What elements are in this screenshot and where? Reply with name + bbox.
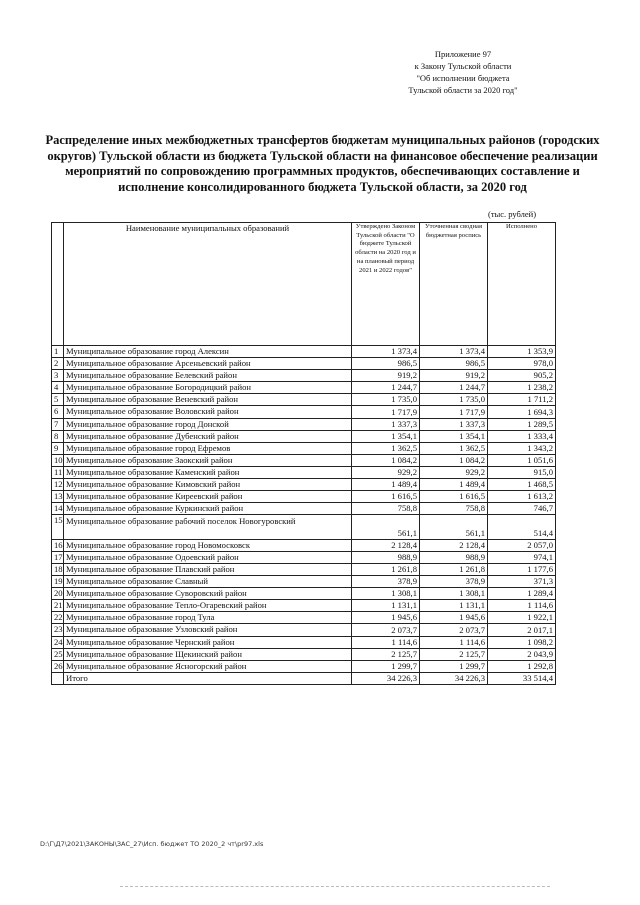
cell-revised: 1 616,5 bbox=[420, 491, 488, 503]
cell-num: 4 bbox=[52, 382, 64, 394]
cell-revised: 561,1 bbox=[420, 515, 488, 540]
cell-executed: 915,0 bbox=[488, 466, 556, 478]
table-total-row bbox=[52, 672, 556, 684]
cell-executed: 1 114,6 bbox=[488, 600, 556, 612]
cell-approved: 378,9 bbox=[352, 576, 420, 588]
cell-executed: 1 333,4 bbox=[488, 430, 556, 442]
transfers-table bbox=[51, 222, 556, 685]
cell-num: 1 bbox=[52, 346, 64, 358]
appendix-line: к Закону Тульской области bbox=[414, 61, 512, 71]
header-num bbox=[52, 223, 64, 346]
cell-name: Муниципальное образование Щекинский район bbox=[64, 648, 352, 660]
cell-name: Муниципальное образование Богородицкий район bbox=[64, 382, 352, 394]
appendix-block bbox=[378, 48, 548, 96]
cell-approved: 1 308,1 bbox=[352, 588, 420, 600]
cell-name: Муниципальное образование Дубенский район bbox=[64, 430, 352, 442]
cell-name: Муниципальное образование город Ефремов bbox=[64, 442, 352, 454]
cell-name: Муниципальное образование город Донской bbox=[64, 418, 352, 430]
appendix-line: "Об исполнении бюджета bbox=[416, 73, 510, 83]
cell-executed: 2 057,0 bbox=[488, 539, 556, 551]
table-row bbox=[52, 454, 556, 466]
cell-approved: 2 073,7 bbox=[352, 624, 420, 636]
cell-revised: 1 735,0 bbox=[420, 394, 488, 406]
table-row bbox=[52, 406, 556, 418]
cell-revised: 1 308,1 bbox=[420, 588, 488, 600]
cell-executed: 1 711,2 bbox=[488, 394, 556, 406]
table-row bbox=[52, 600, 556, 612]
cell-executed: 1 177,6 bbox=[488, 564, 556, 576]
cell-approved: 1 489,4 bbox=[352, 479, 420, 491]
cell-approved: 1 945,6 bbox=[352, 612, 420, 624]
cell-approved: 1 616,5 bbox=[352, 491, 420, 503]
table-row bbox=[52, 612, 556, 624]
cell-executed: 1 238,2 bbox=[488, 382, 556, 394]
cell-num: 13 bbox=[52, 491, 64, 503]
cell-revised: 1 337,3 bbox=[420, 418, 488, 430]
cell-name: Муниципальное образование Ясногорский район bbox=[64, 660, 352, 672]
cell-num: 6 bbox=[52, 406, 64, 418]
cell-approved: 988,9 bbox=[352, 551, 420, 563]
cell-revised: 919,2 bbox=[420, 370, 488, 382]
cell-executed: 1 292,8 bbox=[488, 660, 556, 672]
table-row bbox=[52, 394, 556, 406]
file-path-footer: D:\Г\Д7\2021\ЗАКОНЫ\ЗАС_27\Исп. бюджет ТО 2020_2 чт\pr97.xls bbox=[40, 840, 264, 848]
cell-name: Муниципальное образование Куркинский район bbox=[64, 503, 352, 515]
cell-revised: 34 226,3 bbox=[420, 672, 488, 684]
header-revised: Уточненная сводная бюджетная роспись bbox=[420, 223, 488, 346]
cell-approved: 1 373,4 bbox=[352, 346, 420, 358]
cell-revised: 986,5 bbox=[420, 358, 488, 370]
cell-num bbox=[52, 672, 64, 684]
cell-revised: 378,9 bbox=[420, 576, 488, 588]
cell-revised: 1 244,7 bbox=[420, 382, 488, 394]
cell-num: 23 bbox=[52, 624, 64, 636]
cell-name: Муниципальное образование Чернский район bbox=[64, 636, 352, 648]
cell-approved: 34 226,3 bbox=[352, 672, 420, 684]
table-row bbox=[52, 539, 556, 551]
cell-executed: 1 613,2 bbox=[488, 491, 556, 503]
cell-revised: 1 261,8 bbox=[420, 564, 488, 576]
cell-num: 12 bbox=[52, 479, 64, 491]
cell-num: 16 bbox=[52, 539, 64, 551]
table-row bbox=[52, 515, 556, 540]
cell-revised: 1 131,1 bbox=[420, 600, 488, 612]
table-header-row bbox=[52, 223, 556, 346]
cell-name: Муниципальное образование город Тула bbox=[64, 612, 352, 624]
table-row bbox=[52, 491, 556, 503]
cell-executed: 746,7 bbox=[488, 503, 556, 515]
cell-executed: 33 514,4 bbox=[488, 672, 556, 684]
table-row bbox=[52, 442, 556, 454]
cell-approved: 2 128,4 bbox=[352, 539, 420, 551]
cell-approved: 1 131,1 bbox=[352, 600, 420, 612]
cell-executed: 2 017,1 bbox=[488, 624, 556, 636]
cell-revised: 1 114,6 bbox=[420, 636, 488, 648]
table-body bbox=[52, 346, 556, 685]
table-row bbox=[52, 358, 556, 370]
cell-name: Муниципальное образование Воловский район bbox=[64, 406, 352, 418]
cell-num: 14 bbox=[52, 503, 64, 515]
table-row bbox=[52, 576, 556, 588]
cell-name: Муниципальное образование Славный bbox=[64, 576, 352, 588]
cell-revised: 1 373,4 bbox=[420, 346, 488, 358]
cell-name: Муниципальное образование Киреевский район bbox=[64, 491, 352, 503]
header-name: Наименование муниципальных образований bbox=[64, 223, 352, 346]
table-row bbox=[52, 648, 556, 660]
cell-num: 5 bbox=[52, 394, 64, 406]
cell-num: 8 bbox=[52, 430, 64, 442]
header-executed: Исполнено bbox=[488, 223, 556, 346]
cell-approved: 1 337,3 bbox=[352, 418, 420, 430]
divider bbox=[120, 886, 550, 887]
table-row bbox=[52, 370, 556, 382]
cell-name: Муниципальное образование Арсеньевский район bbox=[64, 358, 352, 370]
cell-revised: 1 354,1 bbox=[420, 430, 488, 442]
cell-revised: 1 299,7 bbox=[420, 660, 488, 672]
cell-revised: 1 362,5 bbox=[420, 442, 488, 454]
header-approved: Утверждено Законом Тульской области "О бюджете Тульской области на 2020 год и на плановый период 2021 и 2022 годов" bbox=[352, 223, 420, 346]
cell-num: 17 bbox=[52, 551, 64, 563]
cell-executed: 2 043,9 bbox=[488, 648, 556, 660]
cell-num: 18 bbox=[52, 564, 64, 576]
cell-name: Итого bbox=[64, 672, 352, 684]
table-row bbox=[52, 588, 556, 600]
cell-executed: 1 468,5 bbox=[488, 479, 556, 491]
table-row bbox=[52, 346, 556, 358]
cell-revised: 2 128,4 bbox=[420, 539, 488, 551]
cell-approved: 1 114,6 bbox=[352, 636, 420, 648]
cell-executed: 1 922,1 bbox=[488, 612, 556, 624]
table-row bbox=[52, 624, 556, 636]
unit-label: (тыс. рублей) bbox=[488, 209, 537, 219]
cell-num: 25 bbox=[52, 648, 64, 660]
cell-num: 19 bbox=[52, 576, 64, 588]
cell-name: Муниципальное образование Кимовский район bbox=[64, 479, 352, 491]
cell-executed: 1 353,9 bbox=[488, 346, 556, 358]
cell-num: 26 bbox=[52, 660, 64, 672]
appendix-line: Тульской области за 2020 год" bbox=[408, 85, 518, 95]
cell-num: 24 bbox=[52, 636, 64, 648]
cell-name: Муниципальное образование Плавский район bbox=[64, 564, 352, 576]
cell-executed: 1 051,6 bbox=[488, 454, 556, 466]
cell-executed: 371,3 bbox=[488, 576, 556, 588]
cell-revised: 929,2 bbox=[420, 466, 488, 478]
cell-approved: 929,2 bbox=[352, 466, 420, 478]
cell-name: Муниципальное образование город Алексин bbox=[64, 346, 352, 358]
cell-num: 20 bbox=[52, 588, 64, 600]
cell-approved: 1 735,0 bbox=[352, 394, 420, 406]
cell-executed: 1 343,2 bbox=[488, 442, 556, 454]
cell-num: 10 bbox=[52, 454, 64, 466]
table-row bbox=[52, 466, 556, 478]
cell-executed: 905,2 bbox=[488, 370, 556, 382]
cell-revised: 1 084,2 bbox=[420, 454, 488, 466]
cell-name: Муниципальное образование Каменский район bbox=[64, 466, 352, 478]
cell-revised: 988,9 bbox=[420, 551, 488, 563]
cell-approved: 986,5 bbox=[352, 358, 420, 370]
table-row bbox=[52, 382, 556, 394]
cell-revised: 1 489,4 bbox=[420, 479, 488, 491]
cell-executed: 514,4 bbox=[488, 515, 556, 540]
cell-approved: 2 125,7 bbox=[352, 648, 420, 660]
cell-executed: 1 694,3 bbox=[488, 406, 556, 418]
cell-revised: 1 717,9 bbox=[420, 406, 488, 418]
table-row bbox=[52, 636, 556, 648]
cell-approved: 1 362,5 bbox=[352, 442, 420, 454]
cell-revised: 1 945,6 bbox=[420, 612, 488, 624]
table-row bbox=[52, 479, 556, 491]
cell-approved: 1 354,1 bbox=[352, 430, 420, 442]
cell-approved: 758,8 bbox=[352, 503, 420, 515]
cell-num: 22 bbox=[52, 612, 64, 624]
cell-num: 7 bbox=[52, 418, 64, 430]
cell-name: Муниципальное образование Одоевский район bbox=[64, 551, 352, 563]
document-title: Распределение иных межбюджетных трансфертов бюджетам муниципальных районов (городских округов) Тульской области из бюджета Тульской области на финансовое обеспечение реализации мероприятий по сопровождению программных продуктов, обеспечивающих составление и исполнение консолидированного бюджета Тульской области, за 2020 год bbox=[45, 133, 600, 194]
table-row bbox=[52, 660, 556, 672]
cell-executed: 1 098,2 bbox=[488, 636, 556, 648]
cell-approved: 561,1 bbox=[352, 515, 420, 540]
cell-approved: 919,2 bbox=[352, 370, 420, 382]
cell-name: Муниципальное образование Суворовский район bbox=[64, 588, 352, 600]
table-row bbox=[52, 503, 556, 515]
cell-num: 15 bbox=[52, 515, 64, 540]
cell-approved: 1 717,9 bbox=[352, 406, 420, 418]
cell-name: Муниципальное образование Веневский район bbox=[64, 394, 352, 406]
cell-num: 3 bbox=[52, 370, 64, 382]
table-row bbox=[52, 551, 556, 563]
cell-revised: 2 125,7 bbox=[420, 648, 488, 660]
cell-executed: 1 289,5 bbox=[488, 418, 556, 430]
cell-num: 11 bbox=[52, 466, 64, 478]
cell-name: Муниципальное образование город Новомосковск bbox=[64, 539, 352, 551]
cell-name: Муниципальное образование Тепло-Огаревский район bbox=[64, 600, 352, 612]
cell-approved: 1 299,7 bbox=[352, 660, 420, 672]
cell-name: Муниципальное образование Белевский район bbox=[64, 370, 352, 382]
cell-executed: 978,0 bbox=[488, 358, 556, 370]
cell-name: Муниципальное образование Заокский район bbox=[64, 454, 352, 466]
appendix-line: Приложение 97 bbox=[434, 49, 492, 59]
cell-executed: 974,1 bbox=[488, 551, 556, 563]
table-row bbox=[52, 418, 556, 430]
cell-name: Муниципальное образование Узловский район bbox=[64, 624, 352, 636]
cell-name: Муниципальное образование рабочий поселок Новогуровский bbox=[64, 515, 352, 540]
cell-revised: 2 073,7 bbox=[420, 624, 488, 636]
cell-approved: 1 261,8 bbox=[352, 564, 420, 576]
cell-num: 2 bbox=[52, 358, 64, 370]
table-row bbox=[52, 564, 556, 576]
cell-executed: 1 289,4 bbox=[488, 588, 556, 600]
table-row bbox=[52, 430, 556, 442]
cell-num: 21 bbox=[52, 600, 64, 612]
cell-num: 9 bbox=[52, 442, 64, 454]
cell-approved: 1 084,2 bbox=[352, 454, 420, 466]
cell-revised: 758,8 bbox=[420, 503, 488, 515]
cell-approved: 1 244,7 bbox=[352, 382, 420, 394]
